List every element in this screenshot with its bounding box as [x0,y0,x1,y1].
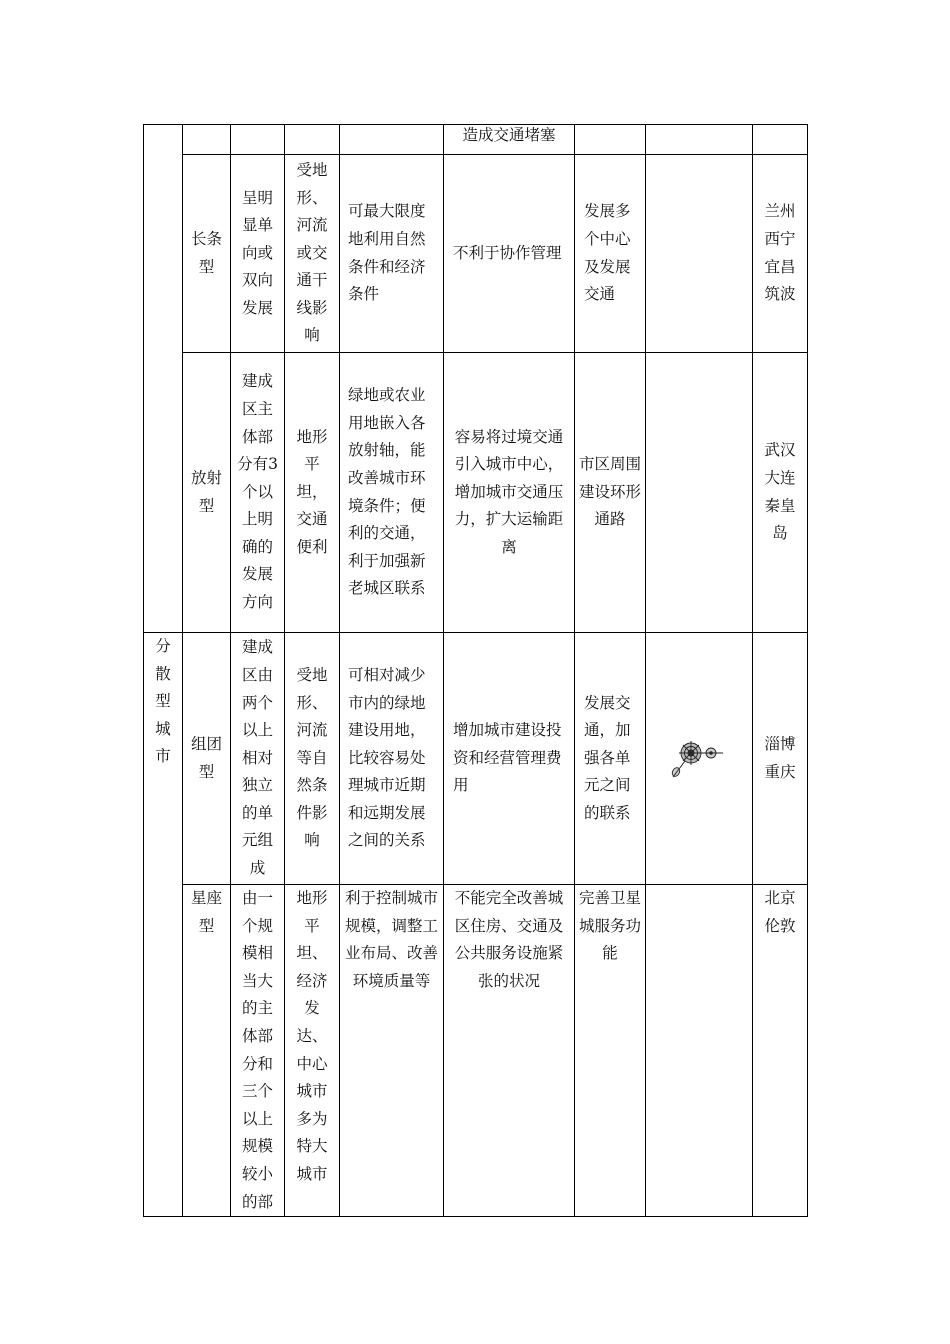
character-cell [231,125,285,155]
advantage-cell [340,125,444,155]
table-row [144,633,808,885]
advantage-cell: 可最大限度地利用自然条件和经济条件 [340,155,444,353]
disadvantage-cell: 容易将过境交通引入城市中心，增加城市交通压力，扩大运输距离 [444,353,575,633]
examples-cell: 兰州西宁宜昌筑波 [753,155,808,353]
character-cell: 呈明显单向或双向发展 [231,155,285,353]
disadvantage-cell: 不利于协作管理 [444,155,575,353]
examples-cell: 北京伦敦 [753,885,808,1217]
diagram-cell [646,885,753,1217]
table-row [144,155,808,353]
type-cell: 组团型 [183,633,231,885]
type-cell [183,125,231,155]
character-cell: 建成区主体部分有3个以上明确的发展方向 [231,353,285,633]
examples-cell: 武汉大连秦皇岛 [753,353,808,633]
table-row [144,885,808,1217]
diagram-cell [646,633,753,885]
table-row [144,353,808,633]
advantage-cell: 可相对减少市内的绿地建设用地，比较容易处理城市近期和远期发展之间的关系 [340,633,444,885]
diagram-cell [646,353,753,633]
measure-cell [575,125,646,155]
character-cell: 建成区由两个以上相对独立的单元组成 [231,633,285,885]
character-cell: 由一个规模相当大的主体部分和三个以上规模较小的部 [231,885,285,1217]
type-cell: 长条型 [183,155,231,353]
table-row [144,125,808,155]
category-cell-continued [144,125,183,633]
type-cell: 放射型 [183,353,231,633]
examples-cell [753,125,808,155]
advantage-cell: 利于控制城市规模，调整工业布局、改善环境质量等 [340,885,444,1217]
condition-cell: 受地形、河流等自然条件影响 [285,633,340,885]
diagram-cell [646,125,753,155]
condition-cell: 地形平坦、经济发达、中心城市多为特大城市 [285,885,340,1217]
city-form-table [143,124,808,1217]
cluster-city-diagram-icon [669,739,729,779]
disadvantage-cell: 不能完全改善城区住房、交通及公共服务设施紧张的状况 [444,885,575,1217]
disadvantage-cell: 造成交通堵塞 [444,125,575,155]
measure-cell: 发展多个中心及发展交通 [575,155,646,353]
measure-cell: 完善卫星城服务功能 [575,885,646,1217]
type-cell: 星座型 [183,885,231,1217]
condition-cell [285,125,340,155]
condition-cell: 受地形、河流或交通干线影响 [285,155,340,353]
diagram-cell [646,155,753,353]
category-cell: 分散型城市 [144,633,183,1217]
measure-cell: 市区周围建设环形通路 [575,353,646,633]
advantage-cell: 绿地或农业用地嵌入各放射轴，能改善城市环境条件；便利的交通，利于加强新老城区联系 [340,353,444,633]
disadvantage-cell: 增加城市建设投资和经营管理费用 [444,633,575,885]
condition-cell: 地形平坦，交通便利 [285,353,340,633]
measure-cell: 发展交通，加强各单元之间的联系 [575,633,646,885]
examples-cell: 淄博重庆 [753,633,808,885]
